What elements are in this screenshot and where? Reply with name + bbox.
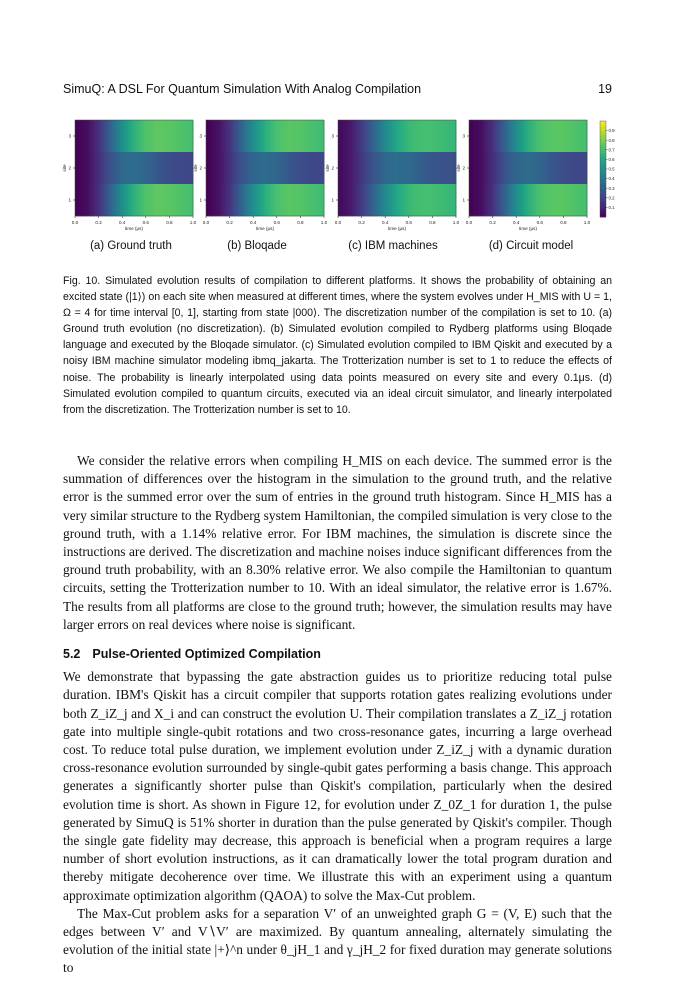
x-tick-label: 0.8: [297, 220, 304, 225]
section-number: 5.2: [63, 647, 81, 662]
paragraph: The Max-Cut problem asks for a separation V′ of an unweighted graph G = (V, E) such that the edges between V′ and V∖V′ are maximized. By quantum annealing, alternately simulating the evolution of the initial state |+⟩^n under θ_jH_1 and γ_jH_2 for fixed duration may generate solutions to: [63, 905, 612, 976]
y-tick-label: 2: [199, 165, 202, 171]
x-tick-label: 0.0: [465, 220, 473, 225]
y-axis-label: site: [193, 164, 198, 172]
body-text: [63, 452, 612, 978]
x-tick-label: 0.4: [513, 220, 520, 225]
colorbar-tick-label: 0.5: [608, 166, 615, 172]
x-tick-label: 1.0: [320, 220, 328, 225]
section-heading: [63, 645, 612, 663]
y-axis-label: site: [325, 164, 330, 172]
x-tick-label: 0.6: [142, 220, 149, 225]
figure-10: [63, 116, 615, 262]
x-tick-label: 0.2: [489, 220, 496, 225]
y-axis-label: site: [456, 164, 461, 172]
x-tick-label: 0.6: [273, 220, 280, 225]
x-tick-label: 0.6: [536, 220, 543, 225]
x-axis-label: time (μs): [125, 226, 143, 231]
x-tick-label: 0.2: [358, 220, 365, 225]
y-tick-label: 3: [68, 133, 71, 139]
y-tick-label: 3: [462, 133, 465, 139]
x-tick-label: 0.4: [119, 220, 126, 225]
heatmap-ibm-machines: [326, 116, 458, 232]
colorbar: [599, 121, 619, 230]
figure-caption: Fig. 10. Simulated evolution results of compilation to different platforms. It shows the probability of obtaining an excited state (|1⟩) on each site when measured at different times, where the system evolves under H_MIS with U = 1, Ω = 4 for time interval [0, 1], starting from state |000⟩. The discretization number of the compilation is set to 10. (a) Ground truth evolution (no discretization). (b) Simulated evolution compiled to Rydberg platforms using Bloqade language and executed by the Bloqade simulator. (c) Simulated evolution compiled to IBM Qiskit and executed by a noisy IBM machine simulator modeling ibmq_jakarta. The Trotterization number is set to 1 to reduce the effects of noise. The probability is linearly interpolated using data points measured on every site and every 0.1μs. (d) Simulated evolution compiled to quantum circuits, executed via an ideal circuit simulator, and linearly interpolated from the discretization. The Trotterization number is set to 10.: [63, 275, 612, 416]
x-tick-label: 0.8: [166, 220, 173, 225]
y-axis-label: site: [62, 164, 67, 172]
x-axis-label: time (μs): [519, 226, 537, 231]
x-tick-label: 0.0: [71, 220, 79, 225]
section-title: Pulse-Oriented Optimized Compilation: [92, 647, 321, 662]
x-axis-label: time (μs): [388, 226, 406, 231]
x-tick-label: 1.0: [583, 220, 591, 225]
paragraph: We consider the relative errors when compiling H_MIS on each device. The summed error is the summation of differences over the histogram in the simulation to the ground truth, and the relative error is the summed error over the sum of entries in the ground truth histogram. Since H_MIS has a very similar structure to the Rydberg system Hamiltonian, the compiled simulation is very close to the ground truth, with a 1.14% relative error. For IBM machines, the simulation is discrete since the instructions are derived. The discretization and machine noises induce significant differences from the ground truth probability, with an 8.30% relative error. We also compile the Hamiltonian to quantum circuits, setting the Trotterization number to 10. With an ideal simulator, the relative error is 1.67%. The results from all platforms are close to the ground truth; however, the simulation results may have larger errors on real devices where noise is significant.: [63, 453, 612, 632]
colorbar-tick-label: 0.6: [608, 157, 615, 162]
y-tick-label: 2: [331, 165, 334, 171]
x-tick-label: 1.0: [452, 220, 460, 225]
heatmap-bloqade: [194, 116, 326, 232]
paragraph: We demonstrate that bypassing the gate abstraction guides us to prioritize reducing total pulse duration. IBM's Qiskit has a circuit compiler that supports rotation gates realizing evolutions under both Z_iZ_j and X_i and can construct the evolution U. Their compilation translates a Z_iZ_j rotation gate into multiple single-qubit rotations and two cross-resonance gates, incurring a large overhead cost. To reduce total pulse duration, we implement evolution under Z_iZ_j with a dynamic duration cross-resonance evolution surrounded by single-qubit gates performing a basis change. This approach generates a significantly shorter pulse than Qiskit's compilation, particularly when the desired evolution time is short. As shown in Figure 12, for evolution under Z_0Z_1 for duration 1, the pulse generated by SimuQ is 51% shorter in duration than the pulse generated by Qiskit's compiler. Though the single gate fidelity may decrease, this approach is beneficial when a program requires a large number of short evolution instructions, as it can dramatically lower the total program duration and thereby mitigate decoherence over time. We illustrate this with an experiment using a quantum approximate optimization algorithm (QAOA) to solve the Max-Cut problem.: [63, 669, 612, 903]
subfigure-label: (b) Bloqade: [227, 240, 287, 252]
x-axis-label: time (μs): [256, 226, 274, 231]
subfigure-label: (a) Ground truth: [90, 240, 172, 252]
x-tick-label: 0.2: [95, 220, 102, 225]
colorbar-tick-label: 0.3: [608, 185, 615, 191]
subfigure-label: (c) IBM machines: [348, 240, 438, 252]
y-tick-label: 1: [199, 197, 202, 203]
heatmap-ground-truth: [63, 116, 195, 232]
colorbar-tick-label: 0.8: [608, 137, 615, 143]
y-tick-label: 1: [331, 197, 334, 203]
x-tick-label: 0.0: [334, 220, 342, 225]
y-tick-label: 3: [331, 133, 334, 139]
subfigure-circuit-model: [457, 116, 597, 232]
y-tick-label: 1: [68, 197, 71, 203]
colorbar-tick-label: 0.2: [608, 195, 615, 201]
x-tick-label: 1.0: [189, 220, 197, 225]
colorbar-tick-label: 0.9: [608, 128, 615, 134]
subfigure-ground-truth: [63, 116, 195, 232]
colorbar-tick-label: 0.1: [608, 205, 615, 210]
x-tick-label: 0.2: [226, 220, 233, 225]
running-title: SimuQ: A DSL For Quantum Simulation With Analog Compilation: [63, 82, 422, 96]
running-header: [63, 82, 612, 96]
x-tick-label: 0.8: [429, 220, 436, 225]
x-tick-label: 0.6: [405, 220, 412, 225]
colorbar-graphic: [599, 121, 619, 225]
page-number: 19: [598, 82, 612, 96]
x-tick-label: 0.4: [250, 220, 257, 225]
subfigure-ibm-machines: [326, 116, 458, 232]
colorbar-tick-label: 0.4: [608, 176, 615, 182]
y-tick-label: 1: [462, 197, 465, 203]
y-tick-label: 2: [68, 165, 71, 171]
x-tick-label: 0.0: [202, 220, 210, 225]
heatmap-circuit-model: [457, 116, 597, 232]
x-tick-label: 0.8: [560, 220, 567, 225]
x-tick-label: 0.4: [382, 220, 389, 225]
y-tick-label: 3: [199, 133, 202, 139]
subfigure-bloqade: [194, 116, 326, 232]
colorbar-tick-label: 0.7: [608, 147, 615, 153]
subfigure-label: (d) Circuit model: [488, 240, 574, 252]
y-tick-label: 2: [462, 165, 465, 171]
